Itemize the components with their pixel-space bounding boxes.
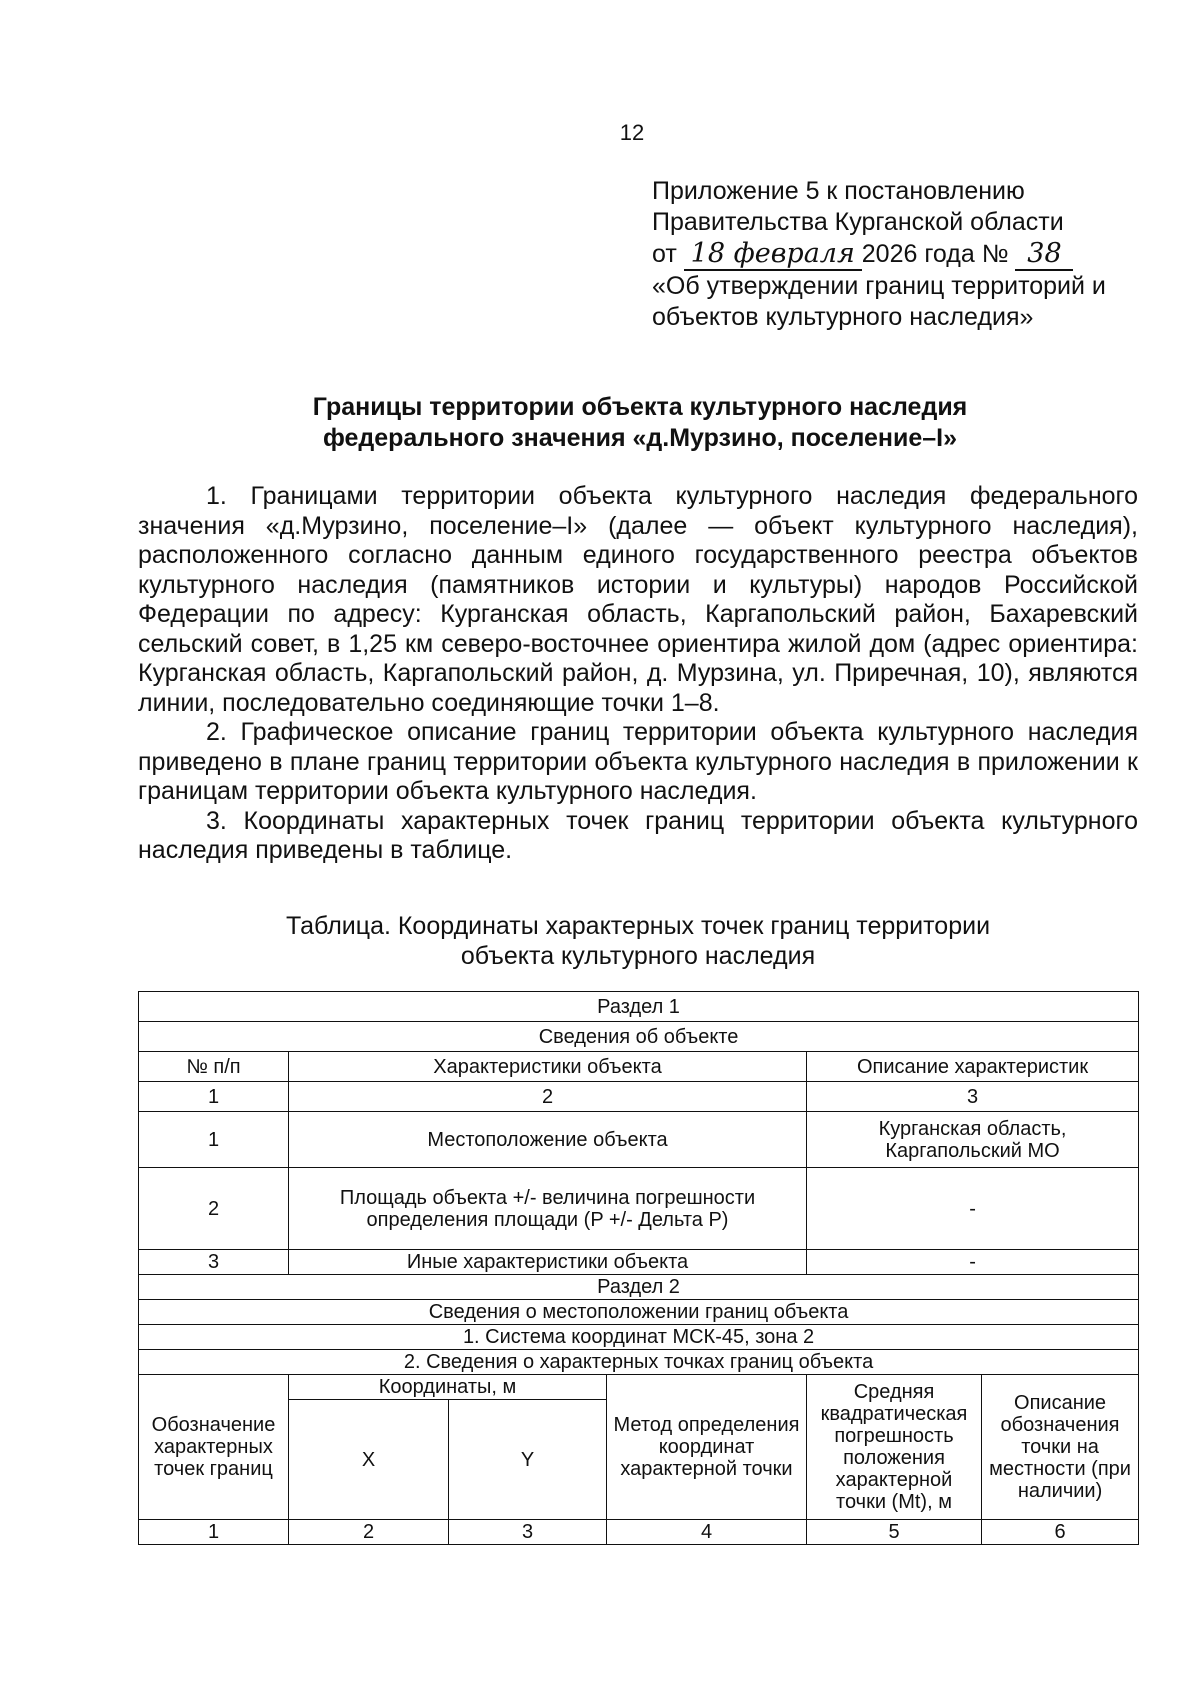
title-line-1: Границы территории объекта культурного наследия	[312, 393, 968, 421]
points-header-error: Средняя квадратическая погрешность положения характерной точки (Mt), м	[807, 1375, 982, 1520]
paragraph-2: 2. Графическое описание границ территории объекта культурного наследия приведено в плане границ территории объекта культурного наследия в приложении к границам территории объекта культурного наследия.	[138, 718, 1138, 805]
page-number: 12	[619, 120, 645, 145]
row-2-characteristic: Площадь объекта +/- величина погрешности определения площади (P +/- Дельта P)	[289, 1168, 807, 1250]
points-number-6: 6	[982, 1520, 1139, 1545]
appendix-line-5: объектов культурного наследия»	[652, 303, 1034, 331]
header-number-2: 2	[289, 1082, 807, 1112]
table-row	[139, 1112, 1139, 1168]
points-header-description: Описание обозначения точки на местности (при наличии)	[982, 1375, 1139, 1520]
appendix-block	[652, 176, 1172, 333]
coordinates-table	[138, 991, 1139, 1545]
coordinate-system: 1. Система координат МСК-45, зона 2	[139, 1325, 1139, 1350]
row-3-characteristic: Иные характеристики объекта	[289, 1250, 807, 1275]
table-caption	[138, 911, 1138, 971]
points-number-2: 2	[289, 1520, 449, 1545]
body-text	[138, 482, 1138, 866]
table-row	[139, 1250, 1139, 1275]
points-number-4: 4	[607, 1520, 807, 1545]
table-caption-line-1: Таблица. Координаты характерных точек границ территории	[285, 912, 991, 940]
paragraph-1: 1. Границами территории объекта культурного наследия федерального значения «д.Мурзино, поселение–I» (далее — объект культурного наследия), расположенного согласно данным единого государственного реестра объектов культурного наследия (памятников истории и культуры) народов Российской Федерации по адресу: Курганская область, Каргапольский район, Бахаревский сельский совет, в 1,25 км северо-восточнее ориентира жилой дом (адрес ориентира: Курганская область, Каргапольский район, д. Мурзина, ул. Приречная, 10), являются линии, последовательно соединяющие точки 1–8.	[138, 482, 1138, 717]
points-header-method: Метод определения координат характерной точки	[607, 1375, 807, 1520]
points-header-designation: Обозначение характерных точек границ	[139, 1375, 289, 1520]
appendix-date-line	[652, 238, 1172, 271]
section-2-subtitle: Сведения о местоположении границ объекта	[139, 1300, 1139, 1325]
appendix-line-1: Приложение 5 к постановлению	[652, 177, 1025, 205]
paragraph-3: 3. Координаты характерных точек границ территории объекта культурного наследия приведены в таблице.	[138, 806, 1138, 864]
header-description: Описание характеристик	[807, 1052, 1139, 1082]
row-1-description: Курганская область, Каргапольский МО	[807, 1112, 1139, 1168]
appendix-line-4: «Об утверждении границ территорий и	[652, 272, 1106, 300]
appendix-line-2: Правительства Курганской области	[652, 208, 1064, 236]
points-title: 2. Сведения о характерных точках границ объекта	[139, 1350, 1139, 1375]
row-2-description: -	[807, 1168, 1139, 1250]
row-3-description: -	[807, 1250, 1139, 1275]
title-line-2: федерального значения «д.Мурзино, поселение–I»	[322, 424, 958, 452]
header-characteristic: Характеристики объекта	[289, 1052, 807, 1082]
points-number-3: 3	[449, 1520, 607, 1545]
header-number-3: 3	[807, 1082, 1139, 1112]
points-header-y: Y	[449, 1400, 607, 1520]
table-row	[139, 1168, 1139, 1250]
row-2-num: 2	[139, 1168, 289, 1250]
document-title	[140, 392, 1140, 454]
row-1-num: 1	[139, 1112, 289, 1168]
header-num: № п/п	[139, 1052, 289, 1082]
handwritten-date: 18 февраля	[684, 238, 862, 271]
handwritten-number: 38	[1015, 238, 1073, 271]
table-caption-line-2: объекта культурного наследия	[460, 942, 816, 970]
appendix-year-text: 2026 года №	[861, 240, 1009, 268]
row-3-num: 3	[139, 1250, 289, 1275]
section-1-subtitle: Сведения об объекте	[139, 1022, 1139, 1052]
points-header-x: X	[289, 1400, 449, 1520]
points-header-coordinates: Координаты, м	[289, 1375, 607, 1400]
appendix-from-label: от	[652, 240, 677, 268]
points-number-5: 5	[807, 1520, 982, 1545]
header-number-1: 1	[139, 1082, 289, 1112]
points-number-1: 1	[139, 1520, 289, 1545]
row-1-characteristic: Местоположение объекта	[289, 1112, 807, 1168]
section-1-title: Раздел 1	[139, 992, 1139, 1022]
section-2-title: Раздел 2	[139, 1275, 1139, 1300]
